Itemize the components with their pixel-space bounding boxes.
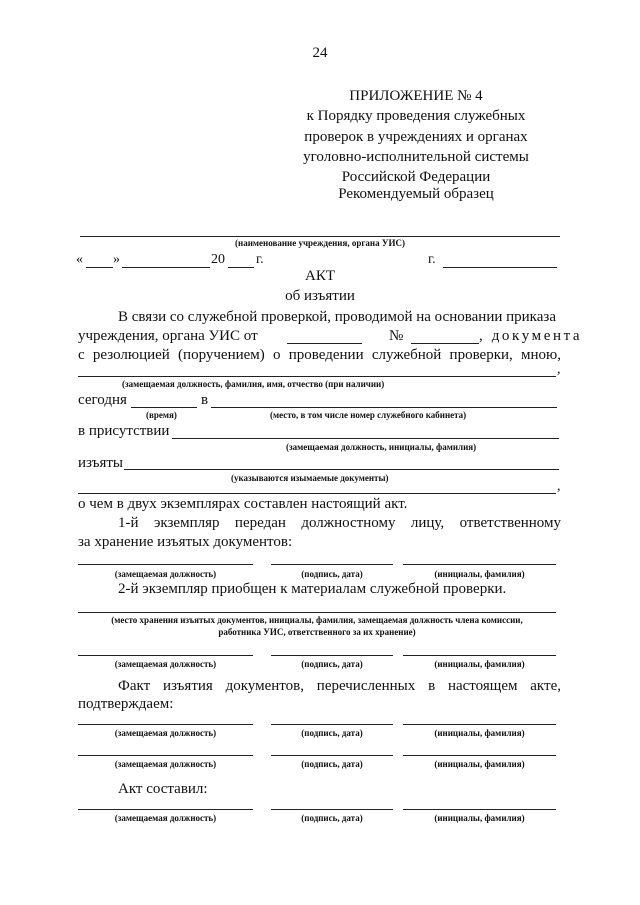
sig3-name-caption: (инициалы, фамилия) xyxy=(434,728,525,738)
sig4-name-field[interactable] xyxy=(403,755,556,756)
presence-field[interactable] xyxy=(172,438,559,439)
confirm-line-2: подтверждаем: xyxy=(78,696,174,712)
position-caption: (замещаемая должность, фамилия, имя, отчество (при наличии) xyxy=(122,379,385,389)
sig1-name-caption: (инициалы, фамилия) xyxy=(434,569,525,579)
sig4-name-caption: (инициалы, фамилия) xyxy=(434,759,525,769)
copy-2-text: 2-й экземпляр приобщен к материалам служебной проверки. xyxy=(118,581,507,597)
sig1-position-field[interactable] xyxy=(78,564,253,565)
sig4-position-field[interactable] xyxy=(78,755,253,756)
time-field[interactable] xyxy=(131,407,197,408)
seized-field[interactable] xyxy=(124,469,559,470)
act-subtitle: об изъятии xyxy=(285,288,355,304)
sig2-signature-caption: (подпись, дата) xyxy=(301,659,363,669)
paragraph-1-line-2c xyxy=(479,328,583,345)
paragraph-1-line-1: В связи со служебной проверкой, проводимой на основании приказа xyxy=(118,309,556,325)
order-date-field[interactable] xyxy=(287,343,362,344)
place-caption: (место, в том числе номер служебного кабинета) xyxy=(270,410,467,420)
sig5-position-caption: (замещаемая должность) xyxy=(114,813,217,823)
sig5-name-caption: (инициалы, фамилия) xyxy=(434,813,525,823)
paragraph-1-line-2a: учреждения, органа УИС от xyxy=(78,328,258,344)
sig5-signature-caption: (подпись, дата) xyxy=(301,813,363,823)
sig3-name-field[interactable] xyxy=(403,724,556,725)
paragraph-1-line-3: с резолюцией (поручением) о проведении служебной проверки, мною, xyxy=(78,347,561,363)
presence-label: в присутствии xyxy=(78,423,170,439)
sig4-signature-field[interactable] xyxy=(271,755,393,756)
institution-caption: (наименование учреждения, органа УИС) xyxy=(235,238,405,248)
today-label: сегодня xyxy=(78,392,127,408)
sig2-position-field[interactable] xyxy=(78,655,253,656)
city-prefix: г. xyxy=(428,252,436,267)
copy-1-line-1: 1-й экземпляр передан должностному лицу, ответственному xyxy=(118,515,561,531)
sig3-position-caption: (замещаемая должность) xyxy=(114,728,217,738)
sig2-position-caption: (замещаемая должность) xyxy=(114,659,217,669)
appendix-title: ПРИЛОЖЕНИЕ № 4 xyxy=(349,88,483,104)
confirm-line-1: Факт изъятия документов, перечисленных в настоящем акте, xyxy=(118,678,561,694)
appendix-line-3: уголовно-исполнительной системы xyxy=(303,148,529,165)
copy-1-line-2: за хранение изъятых документов: xyxy=(78,534,293,550)
position-field[interactable] xyxy=(78,376,556,377)
document-text: , документа xyxy=(479,328,583,344)
sig1-name-field[interactable] xyxy=(403,564,556,565)
sig3-position-field[interactable] xyxy=(78,724,253,725)
sig2-name-field[interactable] xyxy=(403,655,556,656)
position-comma: , xyxy=(557,362,561,377)
sample-label: Рекомендуемый образец xyxy=(338,186,494,202)
conclusion-text: о чем в двух экземплярах составлен настоящий акт. xyxy=(78,496,408,512)
appendix-line-4: Российской Федерации xyxy=(341,169,491,186)
sig3-signature-caption: (подпись, дата) xyxy=(301,728,363,738)
year-prefix: 20 xyxy=(211,252,225,267)
storage-field[interactable] xyxy=(78,612,556,613)
place-field[interactable] xyxy=(211,407,557,408)
order-number-field[interactable] xyxy=(411,343,479,344)
institution-line[interactable] xyxy=(80,236,560,237)
presence-caption: (замещаемая должность, инициалы, фамилия) xyxy=(286,442,477,452)
time-caption: (время) xyxy=(146,410,177,420)
seized-comma: , xyxy=(557,479,561,494)
seized-caption: (указываются изымаемые документы) xyxy=(231,473,389,483)
storage-caption-2: работника УИС, ответственного за их хранение) xyxy=(218,627,416,637)
composed-label: Акт составил: xyxy=(118,781,208,797)
year-suffix: г. xyxy=(256,252,264,267)
sig1-position-caption: (замещаемая должность) xyxy=(114,569,217,579)
sig5-name-field[interactable] xyxy=(403,809,556,810)
sig3-signature-field[interactable] xyxy=(271,724,393,725)
sig2-name-caption: (инициалы, фамилия) xyxy=(434,659,525,669)
date-open-quote: « xyxy=(76,252,83,267)
in-label: в xyxy=(201,392,209,408)
sig2-signature-field[interactable] xyxy=(271,655,393,656)
sig4-position-caption: (замещаемая должность) xyxy=(114,759,217,769)
seized-label: изъяты xyxy=(78,455,123,471)
act-title: АКТ xyxy=(305,268,335,284)
appendix-line-2: проверок в учреждениях и органах xyxy=(304,128,528,145)
sig1-signature-caption: (подпись, дата) xyxy=(301,569,363,579)
appendix-block xyxy=(300,86,532,187)
sig4-signature-caption: (подпись, дата) xyxy=(301,759,363,769)
seized-field-2[interactable] xyxy=(78,493,556,494)
sig5-position-field[interactable] xyxy=(78,809,253,810)
number-sign: № xyxy=(389,328,404,344)
storage-caption-1: (место хранения изъятых документов, инициалы, фамилия, замещаемая должность члена комиссии, xyxy=(111,615,523,625)
page-number: 24 xyxy=(312,45,328,61)
sig5-signature-field[interactable] xyxy=(271,809,393,810)
appendix-line-1: к Порядку проведения служебных xyxy=(306,108,526,125)
date-close-quote: » xyxy=(113,252,120,267)
sig1-signature-field[interactable] xyxy=(271,564,393,565)
